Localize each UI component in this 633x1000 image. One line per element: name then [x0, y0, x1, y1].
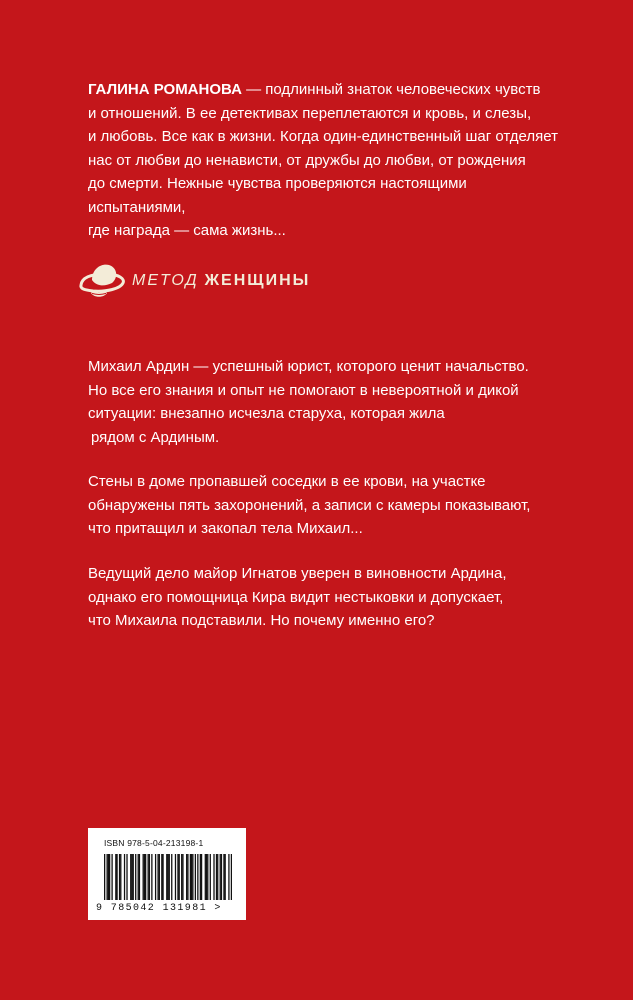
barcode-bar: [175, 854, 176, 900]
barcode-bar: [231, 854, 232, 900]
series-logo: [78, 258, 310, 304]
barcode-bar: [147, 854, 148, 900]
annotation-paragraph-1: [88, 355, 558, 449]
barcode-bar: [111, 854, 112, 900]
barcode-bar: [217, 854, 218, 900]
barcode-bar: [177, 854, 178, 900]
hat-with-lips-icon: [78, 258, 126, 304]
barcode: [104, 854, 232, 900]
barcode-bar: [205, 854, 206, 900]
barcode-bar: [221, 854, 222, 900]
barcode-bar: [159, 854, 160, 900]
barcode-bar: [115, 854, 116, 900]
annotation-line: Ведущий дело майор Игнатов уверен в виновности Ардина,: [88, 565, 507, 582]
author-name: ГАЛИНА РОМАНОВА: [88, 81, 242, 98]
barcode-bar: [182, 854, 183, 900]
barcode-bar: [162, 854, 163, 900]
barcode-bar: [169, 854, 170, 900]
annotation-line: обнаружены пять захоронений, а записи с камеры показывают,: [88, 496, 531, 514]
barcode-bar: [161, 854, 162, 900]
barcode-bar: [200, 854, 201, 900]
barcode-bar: [166, 854, 167, 900]
barcode-bar: [133, 854, 134, 900]
series-title: [132, 272, 310, 290]
barcode-bar: [223, 854, 224, 900]
barcode-bar: [108, 854, 109, 900]
annotation-line: ситуации: внезапно исчезла старуха, которая жила: [88, 405, 445, 422]
series-title-word2: ЖЕНЩИНЫ: [204, 272, 311, 289]
isbn-label: ISBN 978-5-04-213198-1: [104, 838, 204, 848]
barcode-bar: [228, 854, 229, 900]
author-blurb: [88, 78, 568, 243]
barcode-bar: [207, 854, 208, 900]
barcode-bar: [201, 854, 202, 900]
barcode-bar: [138, 854, 139, 900]
barcode-bar: [109, 854, 110, 900]
series-title-word1: МЕТОД: [132, 272, 199, 289]
barcode-bar: [135, 854, 136, 900]
barcode-bar: [191, 854, 192, 900]
author-blurb-line: где награда — сама жизнь...: [88, 222, 286, 239]
barcode-bar: [124, 854, 125, 900]
barcode-bar: [120, 854, 121, 900]
barcode-bar: [157, 854, 158, 900]
barcode-bar: [225, 854, 226, 900]
barcode-bar: [190, 854, 191, 900]
annotation-line: Но все его знания и опыт не помогают в невероятной и дикой: [88, 381, 519, 399]
annotation-line: однако его помощница Кира видит нестыковки и допускает,: [88, 588, 504, 606]
annotation-line: Стены в доме пропавшей соседки в ее крови, на участке: [88, 473, 486, 490]
barcode-bar: [220, 854, 221, 900]
barcode-bar: [216, 854, 217, 900]
barcode-bar: [119, 854, 120, 900]
barcode-digits: 9 785042 131981 >: [96, 903, 222, 914]
barcode-bar: [197, 854, 198, 900]
barcode-bar: [186, 854, 187, 900]
barcode-bar: [151, 854, 152, 900]
barcode-bar: [195, 854, 196, 900]
annotation-paragraph-2: [88, 470, 558, 541]
author-blurb-line: — подлинный знаток человеческих чувств: [241, 81, 541, 98]
barcode-bar: [192, 854, 193, 900]
annotation-line: рядом с Ардиным.: [91, 428, 220, 446]
isbn-barcode-box: [88, 828, 246, 920]
annotation-line: что притащил и закопал тела Михаил...: [88, 520, 363, 537]
annotation-paragraph-3: [88, 562, 558, 633]
author-blurb-line: и отношений. В ее детективах переплетаются и кровь, и слезы,: [88, 104, 532, 122]
author-blurb-line: нас от любви до ненависти, от дружбы до любви, от рождения: [88, 151, 526, 169]
author-blurb-line: и любовь. Все как в жизни. Когда один-единственный шаг отделяет: [88, 128, 558, 145]
annotation-line: Михаил Ардин — успешный юрист, которого ценит начальство.: [88, 358, 529, 375]
barcode-bar: [106, 854, 107, 900]
barcode-bar: [143, 854, 144, 900]
barcode-bar: [171, 854, 172, 900]
barcode-bar: [145, 854, 146, 900]
barcode-bar: [131, 854, 132, 900]
barcode-bar: [116, 854, 117, 900]
barcode-bar: [155, 854, 156, 900]
barcode-bar: [206, 854, 207, 900]
barcode-bar: [139, 854, 140, 900]
barcode-bar: [179, 854, 180, 900]
barcode-bar: [104, 854, 105, 900]
barcode-bar: [144, 854, 145, 900]
barcode-bar: [210, 854, 211, 900]
barcode-bar: [167, 854, 168, 900]
barcode-bar: [187, 854, 188, 900]
barcode-bar: [181, 854, 182, 900]
barcode-bar: [130, 854, 131, 900]
barcode-bar: [149, 854, 150, 900]
barcode-bar: [213, 854, 214, 900]
annotation-line: что Михаила подставили. Но почему именно его?: [88, 612, 435, 629]
author-blurb-line: до смерти. Нежные чувства проверяются настоящими испытаниями,: [88, 175, 467, 216]
barcode-bar: [126, 854, 127, 900]
